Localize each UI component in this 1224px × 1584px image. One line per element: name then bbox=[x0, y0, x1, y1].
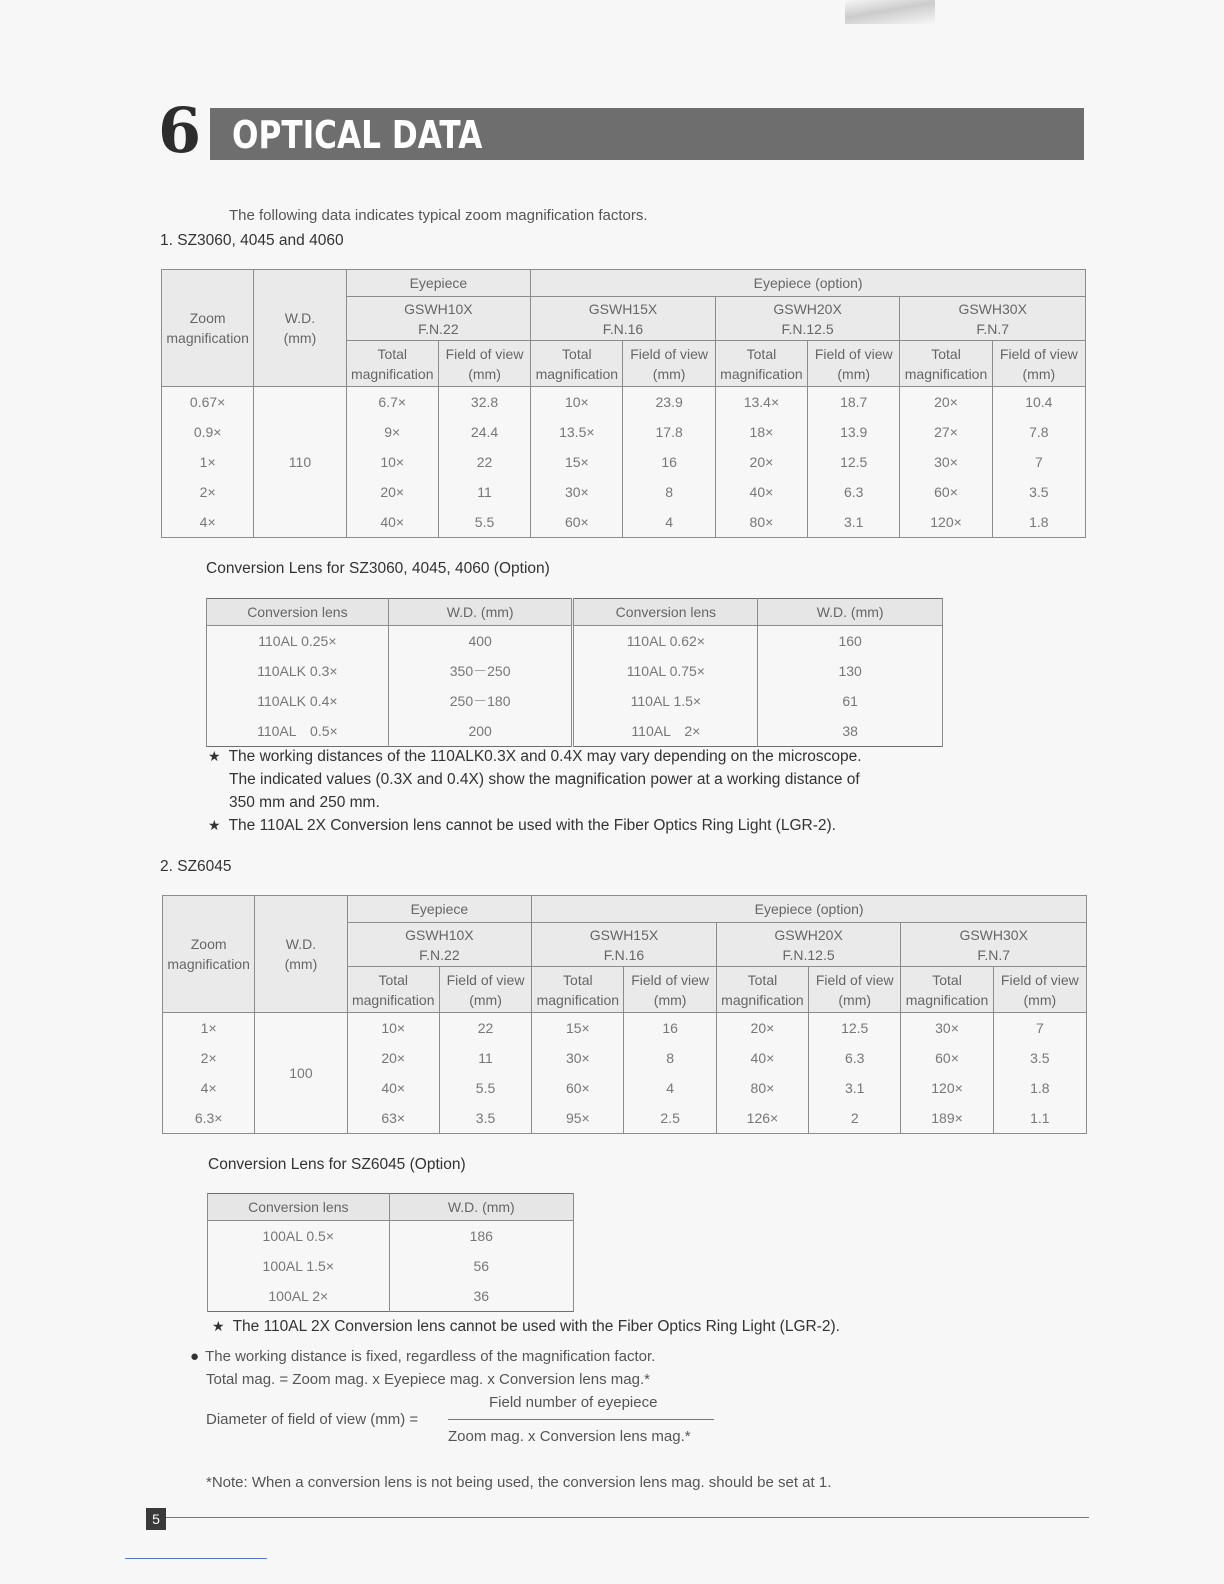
table-cell: 6.3 bbox=[808, 477, 900, 507]
formula-denominator: Zoom mag. x Conversion lens mag.* bbox=[448, 1428, 691, 1445]
table-row bbox=[163, 1013, 1087, 1044]
diameter-label: Diameter of field of view (mm) = bbox=[206, 1411, 419, 1428]
table-cell: 3.5 bbox=[439, 1103, 531, 1134]
fov-header: Field of view (mm) bbox=[992, 341, 1085, 387]
table-cell: 17.8 bbox=[623, 417, 715, 447]
table-cell: 22 bbox=[438, 447, 530, 477]
table-cell: 250－180 bbox=[388, 686, 573, 716]
conversion-lens-header: Conversion lens bbox=[207, 599, 389, 626]
fov-header: Field of view (mm) bbox=[623, 341, 715, 387]
table-cell: 61 bbox=[758, 686, 943, 716]
table-cell: 200 bbox=[388, 716, 573, 747]
table-cell: 20× bbox=[347, 1043, 439, 1073]
wd-header: W.D. (mm) bbox=[254, 270, 346, 387]
table-cell: 186 bbox=[389, 1221, 573, 1252]
table-cell: 8 bbox=[624, 1043, 716, 1073]
chapter-title: OPTICAL DATA bbox=[232, 113, 483, 157]
wd-header: W.D. (mm) bbox=[389, 1194, 573, 1221]
table-cell: 2× bbox=[163, 1043, 255, 1073]
note-2: ★ The 110AL 2X Conversion lens cannot be used with the Fiber Optics Ring Light (LGR-2). bbox=[208, 817, 836, 834]
table-cell: 20× bbox=[346, 477, 438, 507]
table-cell: 10× bbox=[346, 447, 438, 477]
conversion-title-2: Conversion Lens for SZ6045 (Option) bbox=[208, 1156, 466, 1173]
table-cell: 4 bbox=[624, 1073, 716, 1103]
fov-header: Field of view (mm) bbox=[993, 967, 1086, 1013]
table-cell: 30× bbox=[532, 1043, 624, 1073]
table-cell: 40× bbox=[346, 507, 438, 538]
table-cell: 15× bbox=[531, 447, 623, 477]
table-cell: 22 bbox=[439, 1013, 531, 1044]
table-cell: 12.5 bbox=[809, 1013, 901, 1044]
total-mag-header: Total magnification bbox=[531, 341, 623, 387]
eyepiece-header: Eyepiece bbox=[346, 270, 531, 297]
table-cell: 0.67× bbox=[162, 387, 254, 418]
eyepiece-gswh20x: GSWH20X F.N.12.5 bbox=[715, 297, 900, 341]
table-cell: 110AL 0.5× bbox=[207, 716, 389, 747]
total-mag-header: Total magnification bbox=[900, 341, 992, 387]
fov-header: Field of view (mm) bbox=[809, 967, 901, 1013]
eyepiece-gswh20x: GSWH20X F.N.12.5 bbox=[716, 923, 901, 967]
eyepiece-header: Eyepiece bbox=[347, 896, 532, 923]
table-cell: 120× bbox=[900, 507, 992, 538]
table-cell: 11 bbox=[439, 1043, 531, 1073]
conversion-lens-header: Conversion lens bbox=[208, 1194, 390, 1221]
conversion-table-2 bbox=[207, 1193, 574, 1312]
fov-header: Field of view (mm) bbox=[438, 341, 530, 387]
table-cell: 120× bbox=[901, 1073, 993, 1103]
table-cell: 12.5 bbox=[808, 447, 900, 477]
total-mag-header: Total magnification bbox=[532, 967, 624, 1013]
note-3: ★ The 110AL 2X Conversion lens cannot be used with the Fiber Optics Ring Light (LGR-2). bbox=[212, 1318, 840, 1335]
table-cell: 36 bbox=[389, 1281, 573, 1312]
fov-header: Field of view (mm) bbox=[624, 967, 716, 1013]
table-cell: 126× bbox=[716, 1103, 808, 1134]
table-row bbox=[207, 656, 943, 686]
conversion-table-1 bbox=[206, 598, 943, 747]
table-cell: 110AL 0.62× bbox=[573, 626, 758, 657]
table-cell: 40× bbox=[347, 1073, 439, 1103]
table-cell: 110ALK 0.4× bbox=[207, 686, 389, 716]
wd-header: W.D. (mm) bbox=[388, 599, 573, 626]
table-cell: 3.5 bbox=[992, 477, 1085, 507]
footnote: *Note: When a conversion lens is not being used, the conversion lens mag. should be set at 1. bbox=[206, 1474, 832, 1491]
table-cell: 400 bbox=[388, 626, 573, 657]
table-cell: 110AL 1.5× bbox=[573, 686, 758, 716]
table-row bbox=[208, 1251, 574, 1281]
table-cell: 40× bbox=[716, 1043, 808, 1073]
star-icon: ★ bbox=[212, 1318, 225, 1334]
optical-table-1 bbox=[161, 269, 1086, 538]
table-cell: 95× bbox=[532, 1103, 624, 1134]
eyepiece-gswh10x: GSWH10X F.N.22 bbox=[347, 923, 532, 967]
total-mag-header: Total magnification bbox=[716, 967, 808, 1013]
table-cell: 38 bbox=[758, 716, 943, 747]
page-number: 5 bbox=[146, 1508, 166, 1530]
table-cell: 60× bbox=[900, 477, 992, 507]
table-cell: 4 bbox=[623, 507, 715, 538]
total-mag-header: Total magnification bbox=[346, 341, 438, 387]
note-1-line2: The indicated values (0.3X and 0.4X) show the magnification power at a working distance of bbox=[229, 771, 860, 788]
table-cell: 56 bbox=[389, 1251, 573, 1281]
total-mag-formula: Total mag. = Zoom mag. x Eyepiece mag. x Conversion lens mag.* bbox=[206, 1371, 650, 1388]
table-row bbox=[162, 387, 1086, 418]
fov-header: Field of view (mm) bbox=[808, 341, 900, 387]
fov-header: Field of view (mm) bbox=[439, 967, 531, 1013]
table-cell: 1.8 bbox=[993, 1073, 1086, 1103]
table-cell: 16 bbox=[624, 1013, 716, 1044]
table-cell: 60× bbox=[532, 1073, 624, 1103]
table-cell: 10× bbox=[531, 387, 623, 418]
table-cell: 0.9× bbox=[162, 417, 254, 447]
table-cell: 40× bbox=[715, 477, 807, 507]
table-row bbox=[207, 716, 943, 747]
table-row bbox=[207, 626, 943, 657]
scan-smudge bbox=[845, 0, 935, 24]
table-cell: 2.5 bbox=[624, 1103, 716, 1134]
table-row bbox=[207, 686, 943, 716]
eyepiece-gswh30x: GSWH30X F.N.7 bbox=[901, 923, 1087, 967]
eyepiece-option-header: Eyepiece (option) bbox=[531, 270, 1086, 297]
table-cell: 13.5× bbox=[531, 417, 623, 447]
table-cell: 80× bbox=[716, 1073, 808, 1103]
table-cell: 24.4 bbox=[438, 417, 530, 447]
underline-artifact bbox=[125, 1558, 267, 1559]
section2-heading: 2. SZ6045 bbox=[160, 858, 232, 875]
table-cell: 6.7× bbox=[346, 387, 438, 418]
zoom-header: Zoom magnification bbox=[162, 270, 254, 387]
table-cell: 9× bbox=[346, 417, 438, 447]
table-cell: 7 bbox=[992, 447, 1085, 477]
star-icon: ★ bbox=[208, 817, 221, 833]
table-cell: 13.9 bbox=[808, 417, 900, 447]
conversion-lens-header: Conversion lens bbox=[573, 599, 758, 626]
fraction-line bbox=[448, 1419, 714, 1420]
table-cell: 8 bbox=[623, 477, 715, 507]
eyepiece-gswh10x: GSWH10X F.N.22 bbox=[346, 297, 531, 341]
wd-header: W.D. (mm) bbox=[255, 896, 347, 1013]
table-cell: 18.7 bbox=[808, 387, 900, 418]
table-cell: 18× bbox=[715, 417, 807, 447]
table-cell: 3.1 bbox=[809, 1073, 901, 1103]
section1-heading: 1. SZ3060, 4045 and 4060 bbox=[160, 232, 344, 249]
table-cell: 20× bbox=[716, 1013, 808, 1044]
table-cell: 80× bbox=[715, 507, 807, 538]
note-1: ★ The working distances of the 110ALK0.3X and 0.4X may vary depending on the microscope. bbox=[208, 748, 862, 765]
table-cell: 7 bbox=[993, 1013, 1086, 1044]
table-cell: 350－250 bbox=[388, 656, 573, 686]
table-cell: 110AL 0.75× bbox=[573, 656, 758, 686]
table-cell: 11 bbox=[438, 477, 530, 507]
table-row bbox=[208, 1221, 574, 1252]
table-cell: 20× bbox=[715, 447, 807, 477]
table-cell: 13.4× bbox=[715, 387, 807, 418]
table-cell: 130 bbox=[758, 656, 943, 686]
table-cell: 1.8 bbox=[992, 507, 1085, 538]
table-cell: 10.4 bbox=[992, 387, 1085, 418]
table-cell: 2 bbox=[809, 1103, 901, 1134]
eyepiece-gswh30x: GSWH30X F.N.7 bbox=[900, 297, 1086, 341]
bullet-icon: ● bbox=[190, 1348, 200, 1365]
table-cell: 60× bbox=[901, 1043, 993, 1073]
table-cell: 23.9 bbox=[623, 387, 715, 418]
table-cell: 63× bbox=[347, 1103, 439, 1134]
table-cell: 10× bbox=[347, 1013, 439, 1044]
table-cell: 60× bbox=[531, 507, 623, 538]
eyepiece-gswh15x: GSWH15X F.N.16 bbox=[532, 923, 717, 967]
intro-text: The following data indicates typical zoom magnification factors. bbox=[229, 207, 648, 224]
table-cell: 32.8 bbox=[438, 387, 530, 418]
table-cell: 100AL 1.5× bbox=[208, 1251, 390, 1281]
table-cell: 100AL 2× bbox=[208, 1281, 390, 1312]
table-cell: 5.5 bbox=[438, 507, 530, 538]
table-cell: 6.3× bbox=[163, 1103, 255, 1134]
table-cell: 4× bbox=[163, 1073, 255, 1103]
formula-numerator: Field number of eyepiece bbox=[489, 1394, 658, 1411]
table-row bbox=[208, 1281, 574, 1312]
table-cell: 3.5 bbox=[993, 1043, 1086, 1073]
formula-bullet: ● The working distance is fixed, regardless of the magnification factor. bbox=[190, 1348, 656, 1365]
optical-table-2 bbox=[162, 895, 1087, 1134]
note-1-line3: 350 mm and 250 mm. bbox=[229, 794, 380, 811]
table-cell: 4× bbox=[162, 507, 254, 538]
table-cell: 1× bbox=[163, 1013, 255, 1044]
zoom-header: Zoom magnification bbox=[163, 896, 255, 1013]
table-cell: 189× bbox=[901, 1103, 993, 1134]
total-mag-header: Total magnification bbox=[347, 967, 439, 1013]
table-cell: 3.1 bbox=[808, 507, 900, 538]
table-cell: 110AL 0.25× bbox=[207, 626, 389, 657]
table-cell: 1.1 bbox=[993, 1103, 1086, 1134]
table-cell: 110AL 2× bbox=[573, 716, 758, 747]
wd-value: 100 bbox=[255, 1013, 347, 1134]
star-icon: ★ bbox=[208, 748, 221, 764]
table-cell: 30× bbox=[901, 1013, 993, 1044]
total-mag-header: Total magnification bbox=[901, 967, 993, 1013]
table-cell: 27× bbox=[900, 417, 992, 447]
table-cell: 16 bbox=[623, 447, 715, 477]
footer-rule bbox=[166, 1517, 1089, 1518]
table-cell: 110ALK 0.3× bbox=[207, 656, 389, 686]
conversion-title-1: Conversion Lens for SZ3060, 4045, 4060 (Option) bbox=[206, 560, 550, 577]
wd-header: W.D. (mm) bbox=[758, 599, 943, 626]
table-cell: 30× bbox=[900, 447, 992, 477]
table-cell: 6.3 bbox=[809, 1043, 901, 1073]
table-cell: 2× bbox=[162, 477, 254, 507]
wd-value: 110 bbox=[254, 387, 346, 538]
table-cell: 15× bbox=[532, 1013, 624, 1044]
table-cell: 160 bbox=[758, 626, 943, 657]
chapter-number: 6 bbox=[158, 94, 202, 167]
table-cell: 100AL 0.5× bbox=[208, 1221, 390, 1252]
table-cell: 30× bbox=[531, 477, 623, 507]
total-mag-header: Total magnification bbox=[715, 341, 807, 387]
eyepiece-option-header: Eyepiece (option) bbox=[532, 896, 1087, 923]
eyepiece-gswh15x: GSWH15X F.N.16 bbox=[531, 297, 716, 341]
table-cell: 7.8 bbox=[992, 417, 1085, 447]
table-cell: 5.5 bbox=[439, 1073, 531, 1103]
table-cell: 20× bbox=[900, 387, 992, 418]
table-cell: 1× bbox=[162, 447, 254, 477]
